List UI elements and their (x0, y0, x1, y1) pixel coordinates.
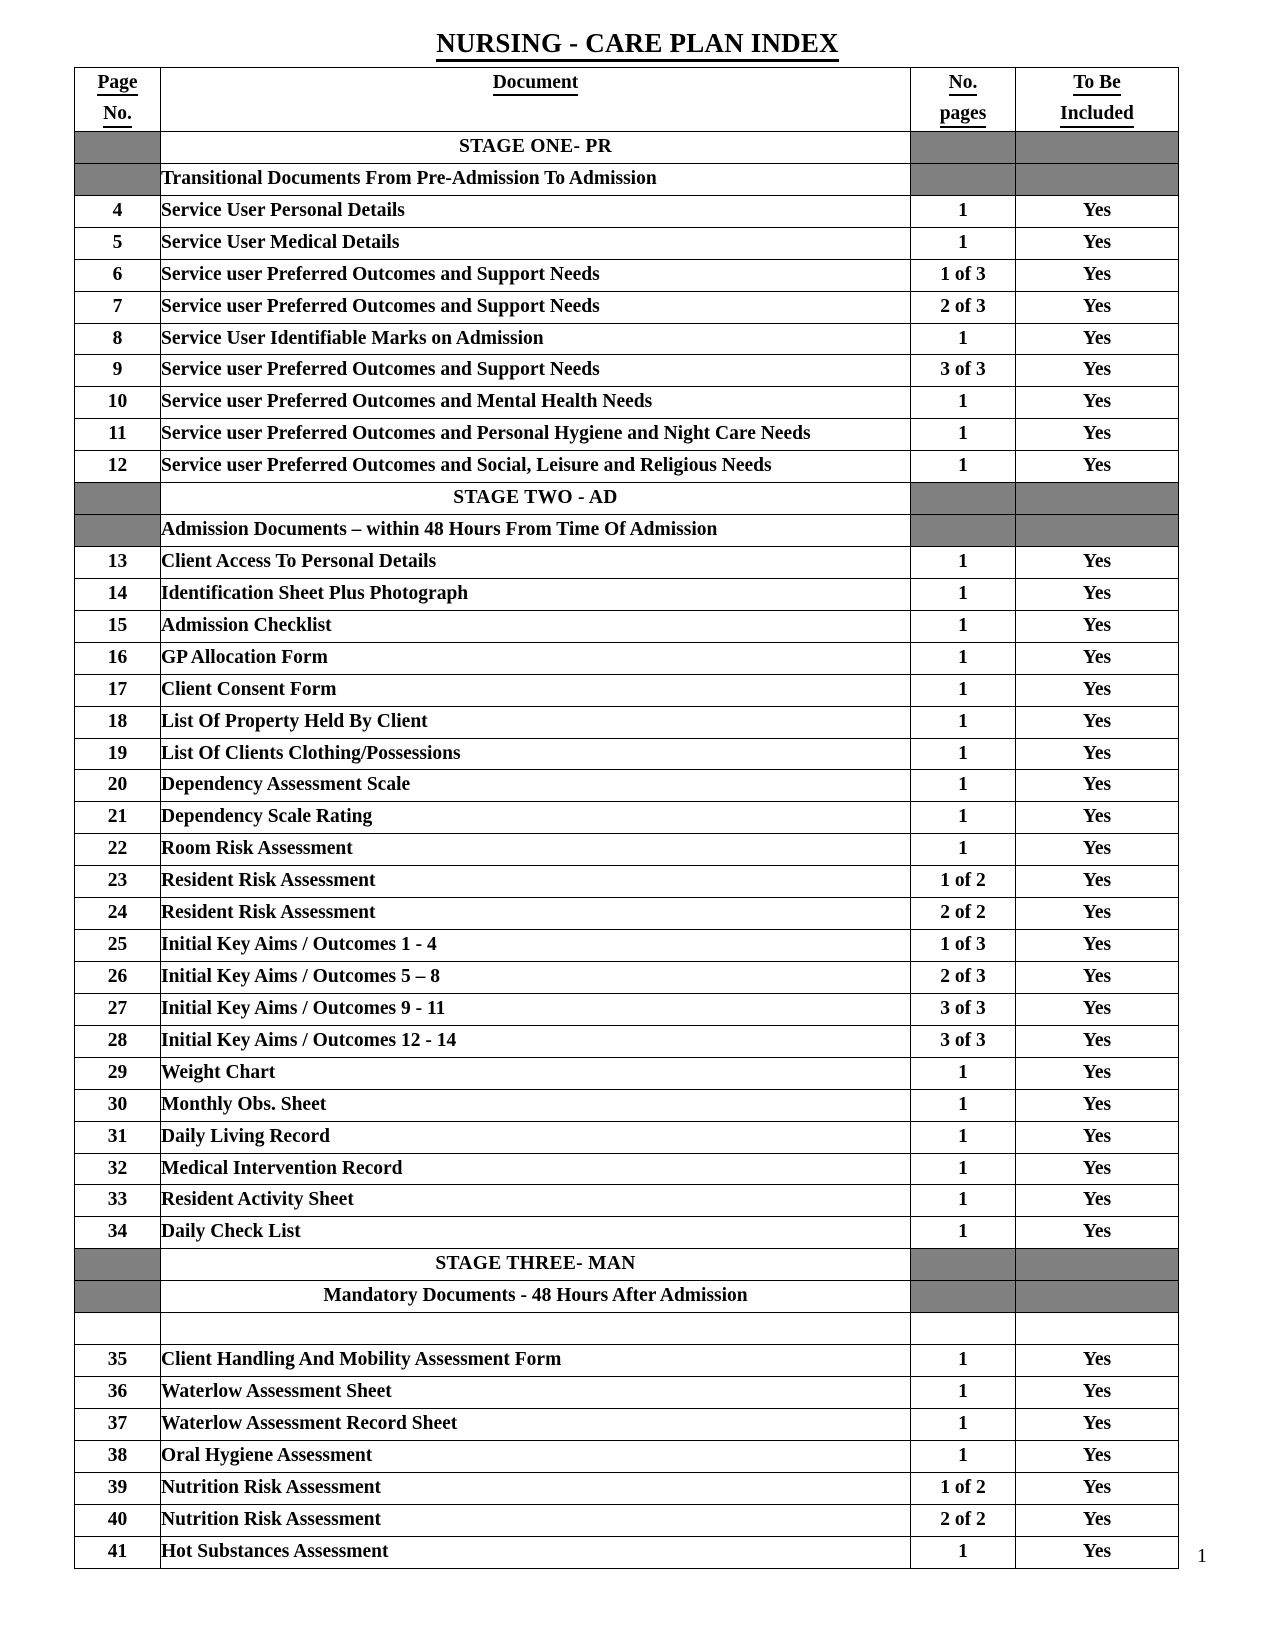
table-row (75, 770, 1179, 802)
cell-no-pages: 1 (911, 1121, 1016, 1153)
table-row (75, 1121, 1179, 1153)
cell-no-pages: 1 (911, 1345, 1016, 1377)
cell-no-pages: 1 of 2 (911, 866, 1016, 898)
cell-no-pages: 1 (911, 770, 1016, 802)
stage-sub-shade-pages (911, 163, 1016, 195)
cell-page-no: 37 (75, 1408, 161, 1440)
cell-no-pages: 2 of 3 (911, 961, 1016, 993)
cell-document: Service user Preferred Outcomes and Support Needs (161, 355, 911, 387)
column-header-no-pages-line2: pages (940, 103, 987, 127)
cell-page-no: 4 (75, 195, 161, 227)
column-header-page-no (75, 68, 161, 132)
cell-document: Client Consent Form (161, 674, 911, 706)
stage-row-shade-included (1016, 132, 1179, 164)
cell-no-pages: 1 (911, 1185, 1016, 1217)
cell-document: Nutrition Risk Assessment (161, 1504, 911, 1536)
cell-no-pages: 1 (911, 1377, 1016, 1409)
table-row (75, 674, 1179, 706)
cell-no-pages: 1 (911, 578, 1016, 610)
cell-document: Waterlow Assessment Record Sheet (161, 1408, 911, 1440)
table-row (75, 706, 1179, 738)
table-row (75, 419, 1179, 451)
table-row (75, 387, 1179, 419)
cell-no-pages: 3 of 3 (911, 355, 1016, 387)
table-header (75, 68, 1179, 132)
cell-no-pages: 1 (911, 387, 1016, 419)
stage-row-shade-page (75, 483, 161, 515)
stage-row-shade-pages (911, 1249, 1016, 1281)
cell-page-no: 16 (75, 642, 161, 674)
cell-page-no: 13 (75, 546, 161, 578)
cell-to-be-included: Yes (1016, 1185, 1179, 1217)
cell-no-pages: 1 (911, 1153, 1016, 1185)
blank-row (75, 1313, 1179, 1345)
cell-to-be-included: Yes (1016, 1472, 1179, 1504)
cell-page-no: 5 (75, 227, 161, 259)
cell-document: Service user Preferred Outcomes and Support Needs (161, 259, 911, 291)
cell-to-be-included: Yes (1016, 1089, 1179, 1121)
cell-document: Resident Risk Assessment (161, 898, 911, 930)
cell-to-be-included: Yes (1016, 706, 1179, 738)
cell-to-be-included: Yes (1016, 674, 1179, 706)
table-row (75, 227, 1179, 259)
table-row (75, 1217, 1179, 1249)
stage-row-shade-included (1016, 1249, 1179, 1281)
stage-subtitle-row (75, 515, 1179, 547)
cell-to-be-included: Yes (1016, 1345, 1179, 1377)
cell-no-pages: 1 (911, 419, 1016, 451)
cell-no-pages: 3 of 3 (911, 1025, 1016, 1057)
cell-to-be-included: Yes (1016, 1121, 1179, 1153)
cell-no-pages: 2 of 2 (911, 1504, 1016, 1536)
cell-page-no: 32 (75, 1153, 161, 1185)
cell-to-be-included: Yes (1016, 259, 1179, 291)
cell-to-be-included: Yes (1016, 323, 1179, 355)
cell-no-pages: 1 (911, 1408, 1016, 1440)
cell-page-no: 38 (75, 1440, 161, 1472)
cell-page-no: 26 (75, 961, 161, 993)
cell-document: List Of Property Held By Client (161, 706, 911, 738)
cell-to-be-included: Yes (1016, 866, 1179, 898)
column-header-document (161, 68, 911, 132)
cell-no-pages: 1 (911, 610, 1016, 642)
stage-title: STAGE TWO - AD (161, 483, 911, 515)
cell-no-pages: 1 (911, 1089, 1016, 1121)
cell-page-no: 22 (75, 834, 161, 866)
table-row (75, 1504, 1179, 1536)
cell-page-no: 18 (75, 706, 161, 738)
table-row (75, 323, 1179, 355)
table-row (75, 1408, 1179, 1440)
cell-page-no: 17 (75, 674, 161, 706)
cell-document: Admission Checklist (161, 610, 911, 642)
page-title-text: NURSING - CARE PLAN INDEX (436, 28, 839, 62)
table-row (75, 195, 1179, 227)
cell-to-be-included: Yes (1016, 610, 1179, 642)
cell-to-be-included: Yes (1016, 419, 1179, 451)
table-row (75, 578, 1179, 610)
stage-sub-shade-included (1016, 163, 1179, 195)
cell-page-no: 35 (75, 1345, 161, 1377)
table-row (75, 834, 1179, 866)
table-row (75, 1153, 1179, 1185)
table-row (75, 642, 1179, 674)
stage-title: STAGE ONE- PR (161, 132, 911, 164)
cell-no-pages: 1 (911, 706, 1016, 738)
cell-to-be-included: Yes (1016, 642, 1179, 674)
cell-page-no: 24 (75, 898, 161, 930)
cell-to-be-included: Yes (1016, 1057, 1179, 1089)
cell-document: Initial Key Aims / Outcomes 1 - 4 (161, 930, 911, 962)
blank-cell-pages (911, 1313, 1016, 1345)
cell-no-pages: 1 (911, 195, 1016, 227)
table-row (75, 1472, 1179, 1504)
cell-page-no: 27 (75, 993, 161, 1025)
stage-row-shade-pages (911, 483, 1016, 515)
cell-document: Daily Check List (161, 1217, 911, 1249)
cell-no-pages: 1 of 2 (911, 1472, 1016, 1504)
cell-page-no: 19 (75, 738, 161, 770)
cell-page-no: 9 (75, 355, 161, 387)
table-row (75, 610, 1179, 642)
table-row (75, 898, 1179, 930)
blank-cell-included (1016, 1313, 1179, 1345)
table-row (75, 866, 1179, 898)
cell-page-no: 30 (75, 1089, 161, 1121)
cell-no-pages: 1 (911, 834, 1016, 866)
cell-document: Service User Medical Details (161, 227, 911, 259)
column-header-document-text: Document (493, 72, 579, 96)
stage-title: STAGE THREE- MAN (161, 1249, 911, 1281)
stage-subtitle-row (75, 163, 1179, 195)
cell-page-no: 15 (75, 610, 161, 642)
cell-document: Hot Substances Assessment (161, 1536, 911, 1568)
cell-to-be-included: Yes (1016, 1504, 1179, 1536)
cell-to-be-included: Yes (1016, 770, 1179, 802)
cell-document: Service user Preferred Outcomes and Social, Leisure and Religious Needs (161, 451, 911, 483)
cell-page-no: 21 (75, 802, 161, 834)
cell-page-no: 39 (75, 1472, 161, 1504)
cell-document: Medical Intervention Record (161, 1153, 911, 1185)
cell-page-no: 41 (75, 1536, 161, 1568)
stage-row-shade-page (75, 1249, 161, 1281)
table-header-row (75, 68, 1179, 132)
cell-page-no: 12 (75, 451, 161, 483)
cell-document: Initial Key Aims / Outcomes 5 – 8 (161, 961, 911, 993)
cell-to-be-included: Yes (1016, 738, 1179, 770)
table-row (75, 259, 1179, 291)
cell-page-no: 36 (75, 1377, 161, 1409)
cell-page-no: 7 (75, 291, 161, 323)
stage-subtitle: Mandatory Documents - 48 Hours After Admission (161, 1281, 911, 1313)
stage-sub-shade-page (75, 1281, 161, 1313)
cell-document: Client Handling And Mobility Assessment Form (161, 1345, 911, 1377)
cell-document: Daily Living Record (161, 1121, 911, 1153)
cell-to-be-included: Yes (1016, 961, 1179, 993)
table-row (75, 1345, 1179, 1377)
cell-no-pages: 1 of 3 (911, 930, 1016, 962)
column-header-to-be-included-line2: Included (1060, 103, 1134, 127)
stage-header-row (75, 483, 1179, 515)
cell-to-be-included: Yes (1016, 1440, 1179, 1472)
stage-subtitle: Admission Documents – within 48 Hours From Time Of Admission (161, 515, 911, 547)
cell-to-be-included: Yes (1016, 834, 1179, 866)
cell-to-be-included: Yes (1016, 1536, 1179, 1568)
cell-document: Nutrition Risk Assessment (161, 1472, 911, 1504)
cell-to-be-included: Yes (1016, 578, 1179, 610)
cell-page-no: 20 (75, 770, 161, 802)
cell-page-no: 31 (75, 1121, 161, 1153)
cell-to-be-included: Yes (1016, 195, 1179, 227)
cell-to-be-included: Yes (1016, 291, 1179, 323)
cell-no-pages: 1 (911, 1536, 1016, 1568)
table-row (75, 1377, 1179, 1409)
stage-sub-shade-pages (911, 1281, 1016, 1313)
cell-to-be-included: Yes (1016, 387, 1179, 419)
cell-document: Weight Chart (161, 1057, 911, 1089)
cell-page-no: 8 (75, 323, 161, 355)
cell-to-be-included: Yes (1016, 1153, 1179, 1185)
cell-to-be-included: Yes (1016, 546, 1179, 578)
table-row (75, 546, 1179, 578)
cell-document: Identification Sheet Plus Photograph (161, 578, 911, 610)
cell-document: List Of Clients Clothing/Possessions (161, 738, 911, 770)
cell-document: Monthly Obs. Sheet (161, 1089, 911, 1121)
table-row (75, 930, 1179, 962)
cell-page-no: 23 (75, 866, 161, 898)
cell-to-be-included: Yes (1016, 1217, 1179, 1249)
cell-no-pages: 3 of 3 (911, 993, 1016, 1025)
column-header-to-be-included-line1: To Be (1073, 72, 1121, 96)
cell-page-no: 11 (75, 419, 161, 451)
cell-document: Service user Preferred Outcomes and Support Needs (161, 291, 911, 323)
cell-to-be-included: Yes (1016, 802, 1179, 834)
stage-subtitle: Transitional Documents From Pre-Admission To Admission (161, 163, 911, 195)
cell-to-be-included: Yes (1016, 1408, 1179, 1440)
cell-page-no: 25 (75, 930, 161, 962)
cell-document: Resident Activity Sheet (161, 1185, 911, 1217)
blank-cell-page (75, 1313, 161, 1345)
stage-sub-shade-pages (911, 515, 1016, 547)
cell-document: Resident Risk Assessment (161, 866, 911, 898)
cell-document: Dependency Assessment Scale (161, 770, 911, 802)
cell-page-no: 40 (75, 1504, 161, 1536)
cell-document: Initial Key Aims / Outcomes 9 - 11 (161, 993, 911, 1025)
blank-cell-document (161, 1313, 911, 1345)
cell-to-be-included: Yes (1016, 227, 1179, 259)
column-header-page-no-line1: Page (97, 72, 137, 96)
stage-subtitle-row (75, 1281, 1179, 1313)
table-row (75, 993, 1179, 1025)
table-row (75, 1536, 1179, 1568)
cell-page-no: 29 (75, 1057, 161, 1089)
cell-no-pages: 1 (911, 1440, 1016, 1472)
stage-sub-shade-included (1016, 515, 1179, 547)
table-row (75, 961, 1179, 993)
cell-page-no: 34 (75, 1217, 161, 1249)
cell-document: Service User Identifiable Marks on Admission (161, 323, 911, 355)
column-header-page-no-line2: No. (103, 103, 132, 127)
cell-to-be-included: Yes (1016, 898, 1179, 930)
stage-row-shade-page (75, 132, 161, 164)
stage-header-row (75, 1249, 1179, 1281)
cell-page-no: 28 (75, 1025, 161, 1057)
cell-to-be-included: Yes (1016, 930, 1179, 962)
cell-document: Oral Hygiene Assessment (161, 1440, 911, 1472)
column-header-to-be-included (1016, 68, 1179, 132)
cell-no-pages: 1 (911, 802, 1016, 834)
cell-to-be-included: Yes (1016, 1025, 1179, 1057)
page-title (0, 28, 1275, 59)
cell-document: Client Access To Personal Details (161, 546, 911, 578)
stage-row-shade-included (1016, 483, 1179, 515)
cell-document: Initial Key Aims / Outcomes 12 - 14 (161, 1025, 911, 1057)
care-plan-index-table (74, 67, 1179, 1569)
cell-page-no: 10 (75, 387, 161, 419)
stage-sub-shade-page (75, 163, 161, 195)
cell-no-pages: 1 (911, 642, 1016, 674)
cell-document: Service user Preferred Outcomes and Mental Health Needs (161, 387, 911, 419)
table-body (75, 132, 1179, 1569)
cell-document: Waterlow Assessment Sheet (161, 1377, 911, 1409)
cell-no-pages: 1 (911, 674, 1016, 706)
cell-no-pages: 1 (911, 738, 1016, 770)
cell-page-no: 33 (75, 1185, 161, 1217)
table-row (75, 451, 1179, 483)
cell-no-pages: 1 (911, 227, 1016, 259)
table-row (75, 291, 1179, 323)
cell-no-pages: 2 of 3 (911, 291, 1016, 323)
cell-no-pages: 1 (911, 323, 1016, 355)
stage-header-row (75, 132, 1179, 164)
cell-document: Dependency Scale Rating (161, 802, 911, 834)
cell-document: Service user Preferred Outcomes and Personal Hygiene and Night Care Needs (161, 419, 911, 451)
cell-to-be-included: Yes (1016, 1377, 1179, 1409)
cell-no-pages: 1 (911, 1057, 1016, 1089)
cell-no-pages: 1 (911, 546, 1016, 578)
cell-to-be-included: Yes (1016, 993, 1179, 1025)
table-row (75, 355, 1179, 387)
table-row (75, 1025, 1179, 1057)
table-row (75, 802, 1179, 834)
table-row (75, 1057, 1179, 1089)
cell-page-no: 6 (75, 259, 161, 291)
cell-no-pages: 1 (911, 451, 1016, 483)
column-header-no-pages-line1: No. (949, 72, 978, 96)
table-row (75, 1089, 1179, 1121)
table-row (75, 738, 1179, 770)
cell-no-pages: 2 of 2 (911, 898, 1016, 930)
table-row (75, 1185, 1179, 1217)
stage-sub-shade-page (75, 515, 161, 547)
cell-document: GP Allocation Form (161, 642, 911, 674)
cell-to-be-included: Yes (1016, 355, 1179, 387)
cell-document: Service User Personal Details (161, 195, 911, 227)
cell-page-no: 14 (75, 578, 161, 610)
cell-to-be-included: Yes (1016, 451, 1179, 483)
stage-row-shade-pages (911, 132, 1016, 164)
cell-no-pages: 1 of 3 (911, 259, 1016, 291)
cell-no-pages: 1 (911, 1217, 1016, 1249)
column-header-no-pages (911, 68, 1016, 132)
stage-sub-shade-included (1016, 1281, 1179, 1313)
footer-page-number: 1 (1197, 1545, 1207, 1567)
cell-document: Room Risk Assessment (161, 834, 911, 866)
table-row (75, 1440, 1179, 1472)
